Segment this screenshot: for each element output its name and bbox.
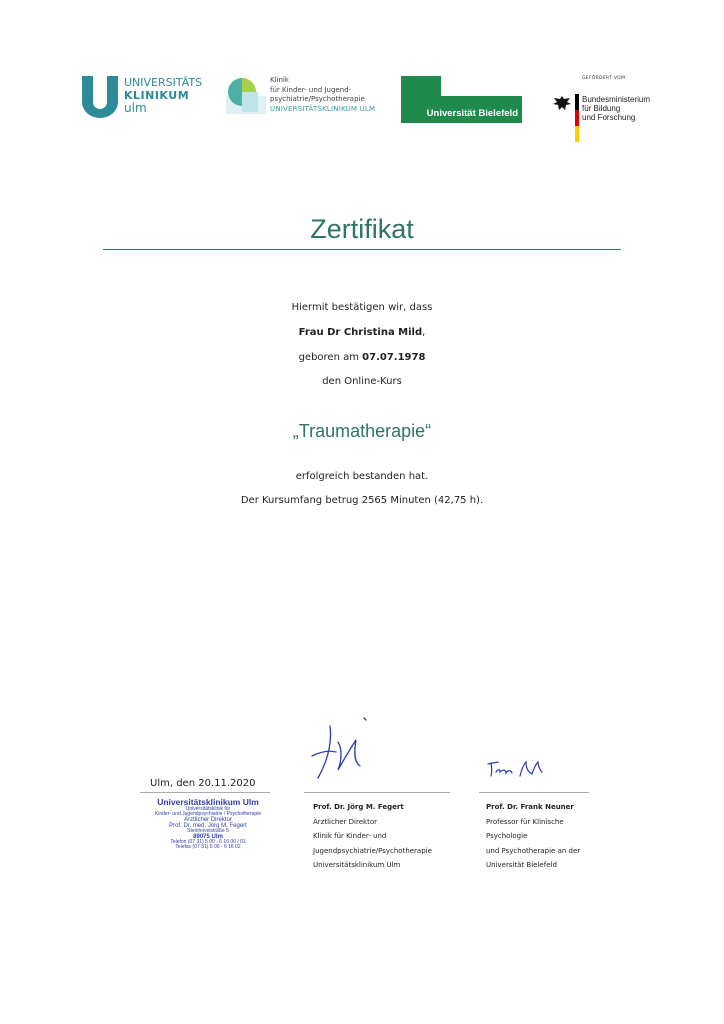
stamp-line1: Universitätsklinikum Ulm <box>157 797 259 807</box>
certificate-title: Zertifikat <box>310 214 414 244</box>
logo-kjp-line4: UNIVERSITÄTSKLINIKUM ULM <box>270 104 376 113</box>
logo-bmbf <box>552 76 662 146</box>
bmbf-gefoerdert-label: GEFÖRDERT VOM <box>582 76 626 81</box>
passed-text: erfolgreich bestanden hat. <box>295 471 429 482</box>
birth-prefix: geboren am <box>298 352 363 363</box>
signer1-line4: Universitätsklinikum Ulm <box>313 861 401 869</box>
institution-stamp <box>140 798 276 850</box>
signature-rule-1 <box>304 792 450 793</box>
bmbf-line2: für Bildung <box>582 104 621 113</box>
logo-kjp-line2: für Kinder- und Jugend- <box>270 85 352 94</box>
signature-neuner <box>486 756 544 782</box>
stamp-line7: 89075 Ulm <box>193 833 223 840</box>
stamp-line5: Prof. Dr. med. Jörg M. Fegert <box>169 822 247 829</box>
recipient-name: Frau Dr Christina Mild <box>298 327 423 338</box>
logo-uk-line2: KLINIKUM <box>124 89 190 102</box>
stamp-line4: Ärztlicher Direktor <box>184 816 232 823</box>
signer-block-fegert <box>313 800 432 873</box>
logo-kjp-line1: Klinik <box>270 76 289 84</box>
logo-universitaet-bielefeld <box>401 76 522 123</box>
stamp-line3: Kinder- und Jugendpsychiatrie / Psychotherapie <box>154 810 262 817</box>
logo-uk-line1: UNIVERSITÄTS <box>124 76 203 89</box>
course-intro: den Online-Kurs <box>322 376 402 387</box>
place-date: Ulm, den 20.11.2020 <box>150 778 256 789</box>
stamp-line8: Telefon (07 31) 5 00 - 6 16 00 / 01 <box>170 838 246 845</box>
signature-rule-2 <box>479 792 589 793</box>
bmbf-line3: und Forschung <box>582 113 636 122</box>
signer2-name: Prof. Dr. Frank Neuner <box>486 803 574 811</box>
stamp-line6: Steinhövelstraße 5 <box>187 827 229 834</box>
signer1-line3: Jugendpsychiatrie/Psychotherapie <box>313 846 432 855</box>
bmbf-line1: Bundesministerium <box>582 95 651 104</box>
course-name: „Traumatherapie“ <box>292 421 432 441</box>
signer2-line1: Professor für Klinische <box>486 817 564 826</box>
signer1-name: Prof. Dr. Jörg M. Fegert <box>313 803 404 811</box>
stamp-line9: Telefax (07 31) 5 00 - 6 16 02 <box>175 843 241 850</box>
signer1-line1: Ärztlicher Direktor <box>313 817 377 826</box>
birth-date: 07.07.1978 <box>362 352 426 363</box>
logo-bielefeld-label: Universität Bielefeld <box>426 108 518 119</box>
place-date-rule <box>140 792 270 793</box>
signer-block-neuner <box>486 800 580 873</box>
logo-uk-line3: ulm <box>124 101 147 115</box>
logo-kjp-line3: psychiatrie/Psychotherapie <box>270 95 365 103</box>
signature-fegert <box>308 712 378 784</box>
signer1-line2: Klinik für Kinder- und <box>313 832 387 840</box>
kjp-logo-icon <box>226 76 266 116</box>
recipient-line <box>0 327 724 338</box>
signer2-line3: und Psychotherapie an der <box>486 846 581 855</box>
duration-text: Der Kursumfang betrug 2565 Minuten (42,75 h). <box>240 495 484 506</box>
logo-kjp-klinik <box>226 76 386 116</box>
title-underline <box>103 249 621 250</box>
birth-line <box>0 352 724 363</box>
logo-universitaetsklinikum-ulm <box>80 76 210 120</box>
signer2-line4: Universität Bielefeld <box>486 861 557 869</box>
flag-stripes-icon <box>575 94 579 142</box>
stamp-line2: Universitätsklinik für <box>185 805 231 812</box>
u-logo-icon <box>80 76 120 118</box>
intro-text: Hiermit bestätigen wir, dass <box>291 302 433 313</box>
eagle-icon <box>552 94 572 114</box>
signer2-line2: Psychologie <box>486 832 528 840</box>
recipient-name-suffix: , <box>422 327 426 338</box>
